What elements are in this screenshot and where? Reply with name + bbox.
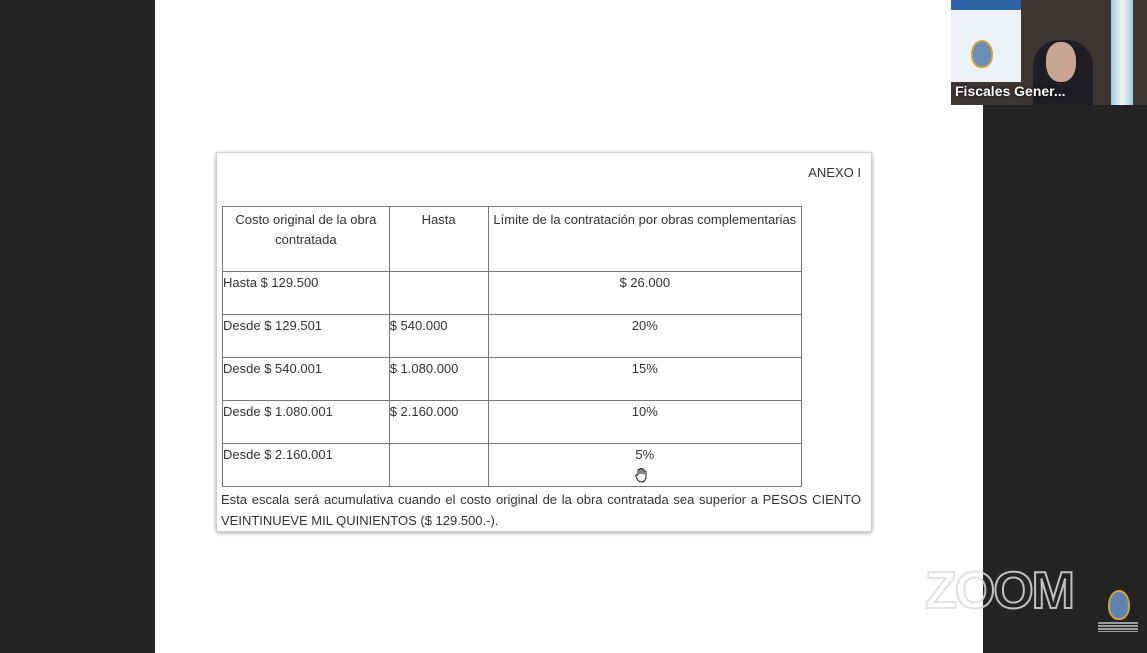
institution-caption <box>1098 622 1138 632</box>
participant-name: Fiscales Gener... <box>955 83 1066 99</box>
table-footnote: Esta escala será acumulativa cuando el costo original de la obra contratada sea superior a PESOS CIENTO VEINTINUEVE MIL QUINIENTOS ($ 129.500.-). <box>221 492 861 528</box>
table-cell-until: $ 1.080.000 <box>389 358 488 401</box>
table-cell-cost: Desde $ 540.001 <box>223 358 390 401</box>
table-header-row <box>223 207 802 272</box>
table-cell-limit: 15% <box>488 358 801 401</box>
table-cell-until: $ 2.160.000 <box>389 401 488 444</box>
column-header-cost: Costo original de la obra contratada <box>223 207 390 272</box>
zoom-watermark: ZOOM <box>925 562 1073 620</box>
background-sign <box>951 0 1021 82</box>
table-row <box>223 444 802 487</box>
table-cell-cost: Desde $ 2.160.001 <box>223 444 390 487</box>
table-cell-limit: 10% <box>488 401 801 444</box>
document-page <box>216 152 872 532</box>
table-row <box>223 358 802 401</box>
table-cell-limit: 5% <box>488 444 801 487</box>
table-cell-limit: $ 26.000 <box>488 272 801 315</box>
table-cell-until: $ 540.000 <box>389 315 488 358</box>
table-cell-until <box>389 272 488 315</box>
shared-screen <box>155 0 983 653</box>
column-header-limit: Límite de la contratación por obras complementarias <box>488 207 801 272</box>
column-header-until: Hasta <box>389 207 488 272</box>
table-cell-until <box>389 444 488 487</box>
hand-grab-icon <box>633 466 651 484</box>
cost-table <box>222 206 802 487</box>
table-row <box>223 315 802 358</box>
coat-of-arms-icon <box>971 40 993 68</box>
table-cell-cost: Desde $ 1.080.001 <box>223 401 390 444</box>
document-heading: ANEXO I <box>808 165 861 180</box>
institution-crest-icon <box>1108 590 1130 620</box>
participant-video-tile[interactable] <box>951 0 1147 105</box>
table-cell-cost: Hasta $ 129.500 <box>223 272 390 315</box>
table-row <box>223 272 802 315</box>
participant-head <box>1046 42 1076 82</box>
table-cell-cost: Desde $ 129.501 <box>223 315 390 358</box>
flag-image <box>1111 0 1133 105</box>
table-row <box>223 401 802 444</box>
table-cell-limit: 20% <box>488 315 801 358</box>
